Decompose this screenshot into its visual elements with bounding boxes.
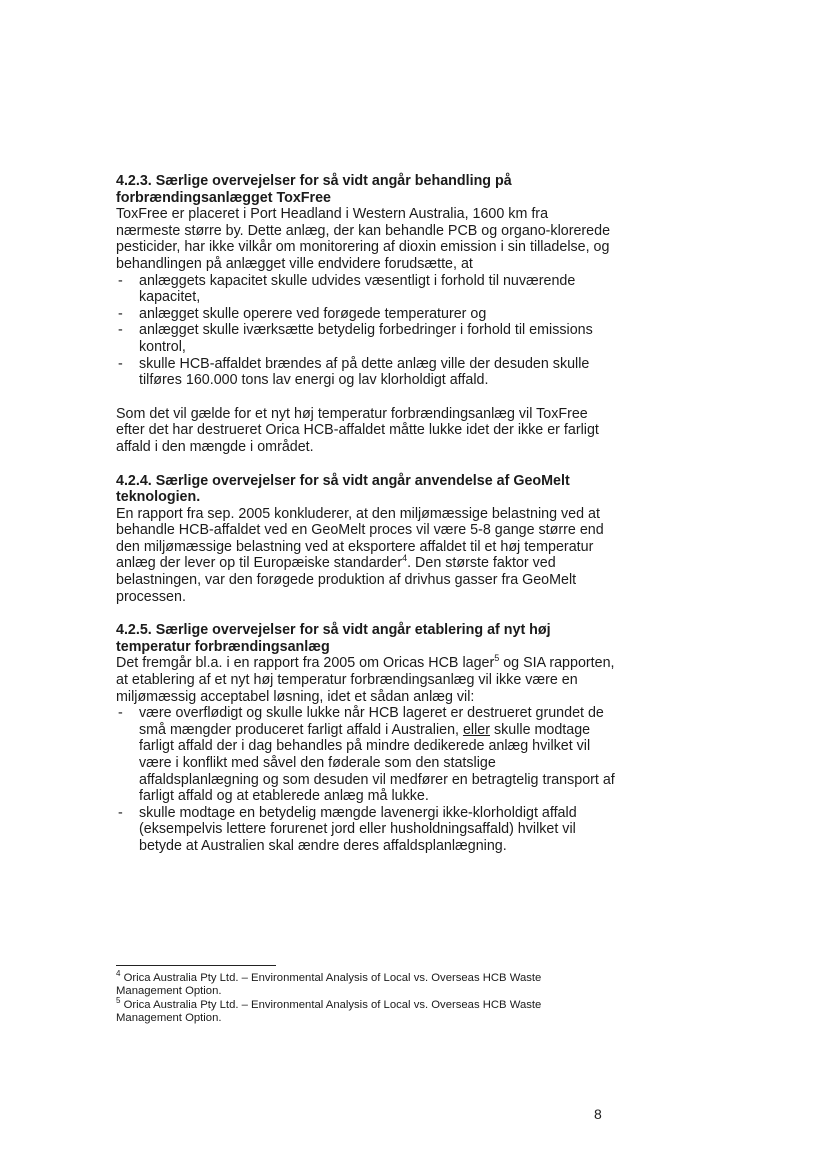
footnote-reference[interactable]: 4 <box>402 553 408 564</box>
paragraph-text: Det fremgår bl.a. i en rapport fra 2005 om Oricas HCB lager <box>116 655 495 672</box>
footnote-number: 4 <box>116 969 121 979</box>
underlined-text: eller <box>462 721 490 738</box>
list-item: - anlæggets kapacitet skulle udvides væsentligt i forhold til nuværende kapacitet, <box>116 273 616 306</box>
spacer <box>116 456 616 473</box>
section-heading: 4.2.5. Særlige overvejelser for så vidt angår etablering af nyt høj temperatur forbrændingsanlæg <box>116 622 551 655</box>
list-item: - skulle HCB-affaldet brændes af på dette anlæg ville der desuden skulle tilføres 160.000 tons lav energi og lav klorholdigt affald. <box>116 356 616 389</box>
footnote <box>116 996 606 1026</box>
list-item: - skulle modtage en betydelig mængde lavenergi ikke-klorholdigt affald (eksempelvis lettere forurenet jord eller husholdningsaffald) hvilket vil betyde at Australien skal ændre deres affaldsplanlægning. <box>116 805 616 855</box>
section-4-2-5 <box>116 622 616 854</box>
page-body <box>116 173 616 855</box>
footnote-text: Orica Australia Pty Ltd. – Environmental Analysis of Local vs. Overseas HCB Waste Management Option. <box>116 972 542 998</box>
footnote-reference[interactable]: 5 <box>494 653 500 664</box>
section-paragraph <box>116 506 616 606</box>
paragraph-text: og SIA rapporten, at etablering af et nyt høj temperatur forbrændingsanlæg vil ikke være en miljømæssig acceptabel løsning, idet et sådan anlæg vil: <box>116 655 615 705</box>
spacer <box>116 605 616 622</box>
page-number: 8 <box>594 1106 602 1122</box>
paragraph-text: En rapport fra sep. 2005 konkluderer, at den miljømæssige belastning ved at behandle HCB-affaldet ved en GeoMelt proces vil være 5-8 gange større end den miljømæssige belastning ved at eksportere affaldet til et høj temperatur anlæg der lever op til Europæiske standarder <box>116 505 604 572</box>
section-heading: 4.2.4. Særlige overvejelser for så vidt angår anvendelse af GeoMelt teknologien. <box>116 472 570 506</box>
section-paragraph: Som det vil gælde for et nyt høj temperatur forbrændingsanlæg vil ToxFree efter det har destrueret Orica HCB-affaldet måtte lukke idet der ikke er farligt affald i den mængde i området. <box>116 405 599 455</box>
section-paragraph <box>116 655 616 705</box>
paragraph-text: . Den største faktor ved belastningen, var den forøgede produktion af drivhus gasser fra GeoMelt processen. <box>116 555 577 605</box>
spacer <box>116 389 616 406</box>
section-heading: 4.2.3. Særlige overvejelser for så vidt angår behandling på forbrændingsanlægget ToxFree <box>116 173 512 206</box>
section-paragraph: ToxFree er placeret i Port Headland i Western Australia, 1600 km fra nærmeste større by. Dette anlæg, der kan behandle PCB og organo-klorerede pesticider, har ikke vilkår om monitorering af dioxin emission i sin tilladelse, og behandlingen på anlægget ville endvidere forudsætte, at <box>116 206 611 272</box>
list-item-text: skulle modtage farligt affald der i dag behandles på mindre dedikerede anlæg hvilket vil være i konflikt med såvel den føderale som den statslige affaldsplanlægning og som desuden vil medfører en betragtelig transport af farligt affald og at etablerede anlæg må lukke. <box>139 721 615 805</box>
footnote-separator <box>116 965 276 966</box>
footnote-text: Orica Australia Pty Ltd. – Environmental Analysis of Local vs. Overseas HCB Waste Management Option. <box>116 998 542 1025</box>
list-item <box>116 705 616 805</box>
section-4-2-4 <box>116 473 616 606</box>
list-item: - anlægget skulle operere ved forøgede temperaturer og <box>116 306 616 323</box>
list-item-text: være overflødigt og skulle lukke når HCB lageret er destrueret grundet de små mængder produceret farligt affald i Australien, <box>139 705 604 738</box>
bullet-list <box>116 705 616 854</box>
list-item: - anlægget skulle iværksætte betydelig forbedringer i forhold til emissions kontrol, <box>116 322 616 355</box>
footnote <box>116 969 606 999</box>
section-4-2-3 <box>116 173 616 456</box>
footnote-number: 5 <box>116 996 121 1006</box>
footnotes <box>116 969 606 1026</box>
bullet-list <box>116 273 616 389</box>
